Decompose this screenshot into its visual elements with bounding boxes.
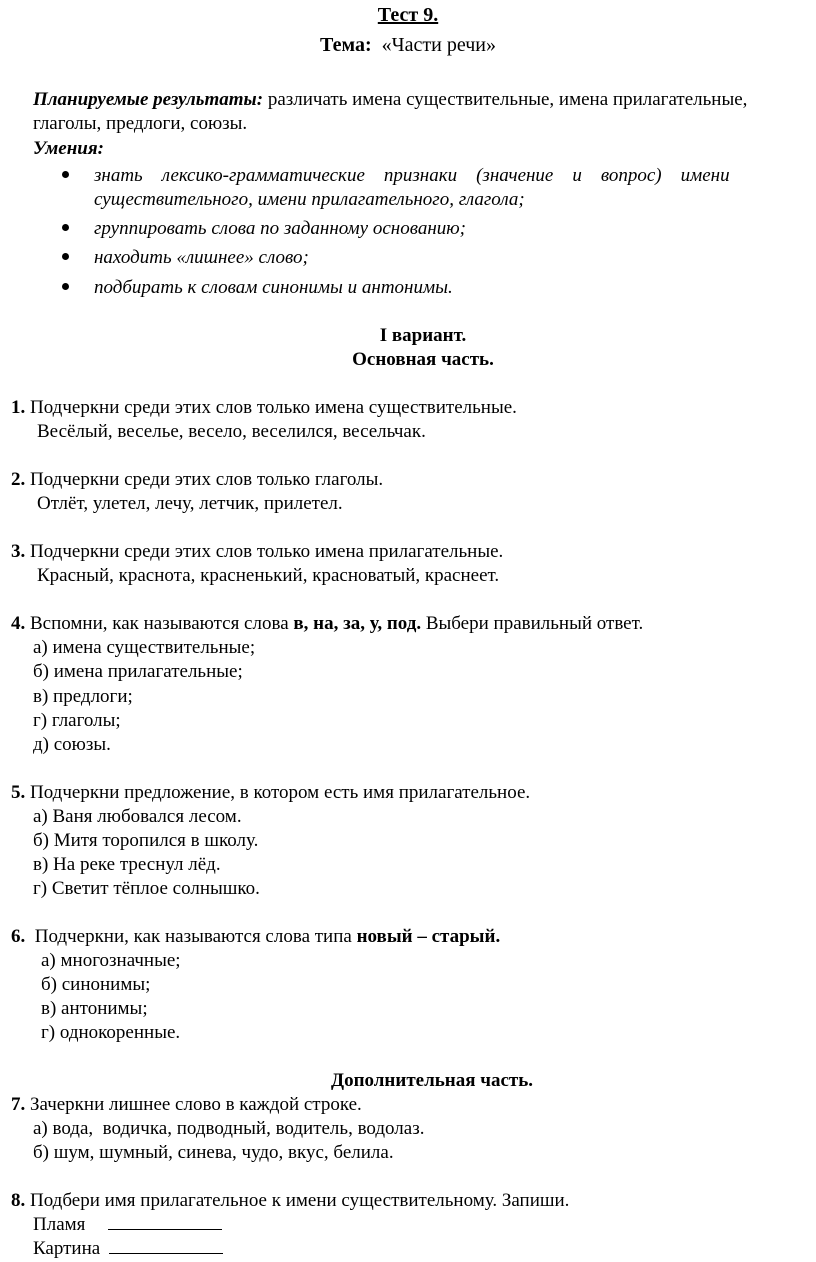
option: в) На реке треснул лёд.: [33, 854, 221, 875]
task-2-words: Отлёт, улетел, лечу, летчик, прилетел.: [37, 493, 343, 514]
topic-value: «Части речи»: [381, 34, 496, 56]
skill-item: находить «лишнее» слово;: [94, 247, 309, 268]
bullet-icon: [62, 171, 69, 178]
planned-results-line: [33, 88, 747, 112]
answer-blank[interactable]: [108, 1213, 222, 1230]
skill-item: группировать слова по заданному основанию;: [94, 218, 466, 239]
task-number: 4.: [11, 613, 26, 634]
bullet-icon: [62, 253, 69, 260]
skill-item: знать лексико-грамматические признаки (значение и вопрос) имени: [94, 165, 730, 186]
task-number: 5.: [11, 782, 26, 803]
answer-line: [33, 1237, 223, 1261]
topic-label: Тема:: [320, 34, 372, 56]
answer-blank[interactable]: [109, 1237, 223, 1254]
answer-word: Картина: [33, 1238, 101, 1259]
option: а) имена существительные;: [33, 637, 256, 658]
task-2: [11, 468, 383, 492]
task-number: 3.: [11, 541, 26, 562]
task-text-tail: Выбери правильный ответ.: [425, 613, 644, 634]
option: в) антонимы;: [41, 998, 148, 1019]
task-text: Подчеркни предложение, в котором есть имя прилагательное.: [30, 782, 531, 803]
task-number: 8.: [11, 1190, 26, 1211]
planned-results-label: Планируемые результаты:: [33, 89, 264, 110]
option: д) союзы.: [33, 734, 111, 755]
answer-line: [33, 1213, 222, 1237]
task-text: Подчеркни среди этих слов только глаголы.: [30, 469, 384, 490]
task-text: Подбери имя прилагательное к имени существительному. Запиши.: [30, 1190, 570, 1211]
task-text: Подчеркни среди этих слов только имена существительные.: [30, 397, 517, 418]
task-3-words: Красный, краснота, красненький, красноватый, краснеет.: [37, 565, 500, 586]
extra-part-title: Дополнительная часть.: [331, 1070, 534, 1091]
topic-line: [0, 33, 816, 57]
task-number: 6.: [11, 926, 26, 947]
task-number: 7.: [11, 1094, 26, 1115]
task-6: [11, 925, 500, 949]
option: в) предлоги;: [33, 686, 133, 707]
variant-title: I вариант.: [379, 325, 467, 346]
task-text: Зачеркни лишнее слово в каждой строке.: [30, 1094, 362, 1115]
task-keywords: в, на, за, у, под.: [293, 613, 422, 634]
task-number: 2.: [11, 469, 26, 490]
task-1-words: Весёлый, веселье, весело, веселился, весельчак.: [37, 421, 426, 442]
option: а) Ваня любовался лесом.: [33, 806, 242, 827]
task-keywords: новый – старый.: [356, 926, 501, 947]
task-text: Подчеркни среди этих слов только имена прилагательные.: [30, 541, 504, 562]
task-number: 1.: [11, 397, 26, 418]
task-1: [11, 396, 517, 420]
test-title: Тест 9.: [377, 4, 439, 26]
option: б) шум, шумный, синева, чудо, вкус, белила.: [33, 1142, 394, 1163]
answer-word: Пламя: [33, 1214, 86, 1235]
task-7: [11, 1093, 362, 1117]
task-3: [11, 540, 503, 564]
task-4: [11, 612, 643, 636]
option: г) однокоренные.: [41, 1022, 181, 1043]
option: б) имена прилагательные;: [33, 661, 243, 682]
option: б) Митя торопился в школу.: [33, 830, 259, 851]
skills-label: Умения:: [33, 138, 104, 159]
main-part-title: Основная часть.: [352, 349, 494, 370]
option: г) Светит тёплое солнышко.: [33, 878, 260, 899]
option: а) многозначные;: [41, 950, 181, 971]
task-text: Вспомни, как называются слова: [30, 613, 289, 634]
skill-item-cont: существительного, имени прилагательного, глагола;: [94, 189, 525, 210]
option: а) вода, водичка, подводный, водитель, водолаз.: [33, 1118, 425, 1139]
planned-results-text-2: глаголы, предлоги, союзы.: [33, 113, 248, 134]
planned-results-text: различать имена существительные, имена прилагательные,: [267, 89, 748, 110]
option: г) глаголы;: [33, 710, 121, 731]
skill-item: подбирать к словам синонимы и антонимы.: [94, 277, 453, 298]
bullet-icon: [62, 283, 69, 290]
task-text: Подчеркни, как называются слова типа: [34, 926, 352, 947]
option: б) синонимы;: [41, 974, 151, 995]
bullet-icon: [62, 224, 69, 231]
task-5: [11, 781, 530, 805]
task-8: [11, 1189, 569, 1213]
